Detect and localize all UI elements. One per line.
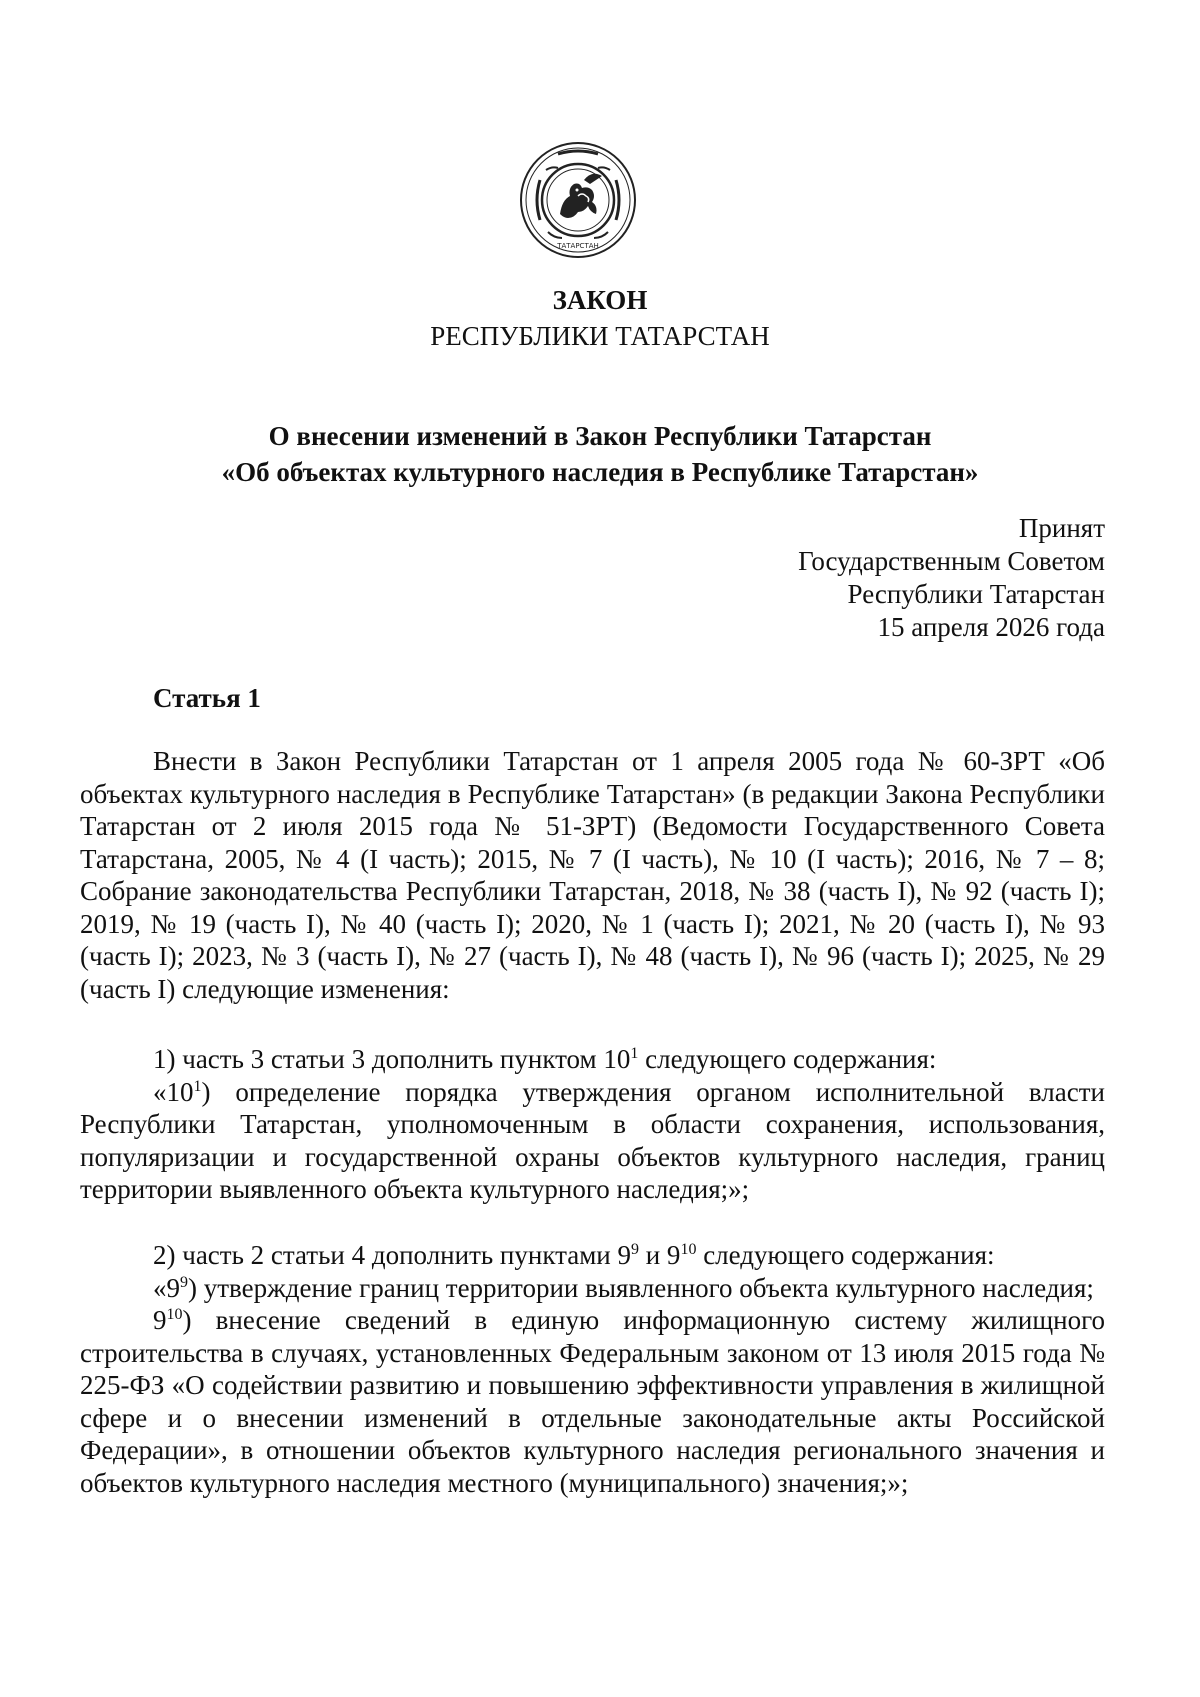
subject-line-1: О внесении изменений в Закон Республики Татарстан	[268, 421, 932, 451]
item-2-quote-1: «$9^9$) утверждение границ территории выявленного объекта культурного наследия;	[153, 1272, 1094, 1303]
item-2-quote-2: $9^{10}$) внесение сведений в единую информационную систему жилищного строительства в случаях, установленных Федеральным законом от 13 июля 2015 года № 225-ФЗ «О содействии развитию и повышению эффективности управления в жилищной сфере и о внесении изменений в отдельные законодательные акты Российской Федерации», в отношении объектов культурного наследия регионального значения и объектов культурного наследия местного (муниципального) значения;»;	[80, 1305, 1105, 1498]
law-subject	[0, 418, 1200, 490]
adoption-line-2: Государственным Советом	[798, 546, 1105, 576]
document-title: ЗАКОН	[552, 285, 648, 315]
item-1-lead: 1) часть 3 статьи 3 дополнить пунктом $10^1$ следующего содержания:	[153, 1044, 937, 1074]
article-intro	[80, 745, 1105, 1005]
tatarstan-coat-of-arms-icon	[518, 140, 638, 260]
amendment-item-2	[80, 1239, 1105, 1499]
emblem-ring-text: ТАТАРСТАН	[557, 242, 599, 250]
article-heading: Статья 1	[153, 683, 261, 713]
adoption-block	[798, 512, 1105, 644]
article-intro-paragraph: Внести в Закон Республики Татарстан от 1 апреля 2005 года № 60-ЗРТ «Об объектах культурного наследия в Республике Татарстан» (в редакции Закона Республики Татарстан от 2 июля 2015 года № 51-ЗРТ) (Ведомости Государственного Совета Татарстана, 2005, № 4 (I часть); 2015, № 7 (I часть), № 10 (I часть); 2016, № 7 – 8; Собрание законодательства Республики Татарстан, 2018, № 38 (часть I), № 92 (часть I); 2019, № 19 (часть I), № 40 (часть I); 2020, № 1 (часть I); 2021, № 20 (часть I), № 93 (часть I); 2023, № 3 (часть I), № 27 (часть I), № 48 (часть I), № 96 (часть I); 2025, № 29 (часть I) следующие изменения:	[80, 746, 1105, 1004]
amendment-item-1	[80, 1043, 1105, 1206]
adoption-date: 15 апреля 2026 года	[877, 612, 1105, 642]
item-2-lead: 2) часть 2 статьи 4 дополнить пунктами $9^9$ и $9^{10}$ следующего содержания:	[153, 1240, 995, 1270]
adoption-line-1: Принят	[1018, 513, 1105, 543]
subject-line-2: «Об объектах культурного наследия в Республике Татарстан»	[221, 457, 979, 487]
adoption-line-3: Республики Татарстан	[847, 579, 1105, 609]
document-subtitle: РЕСПУБЛИКИ ТАТАРСТАН	[430, 321, 770, 351]
item-1-quote: «$10^1$) определение порядка утверждения органом исполнительной власти Республики Татарстан, уполномоченным в области сохранения, использования, популяризации и государственной охраны объектов культурного наследия, границ территории выявленного объекта культурного наследия;»;	[80, 1076, 1105, 1204]
